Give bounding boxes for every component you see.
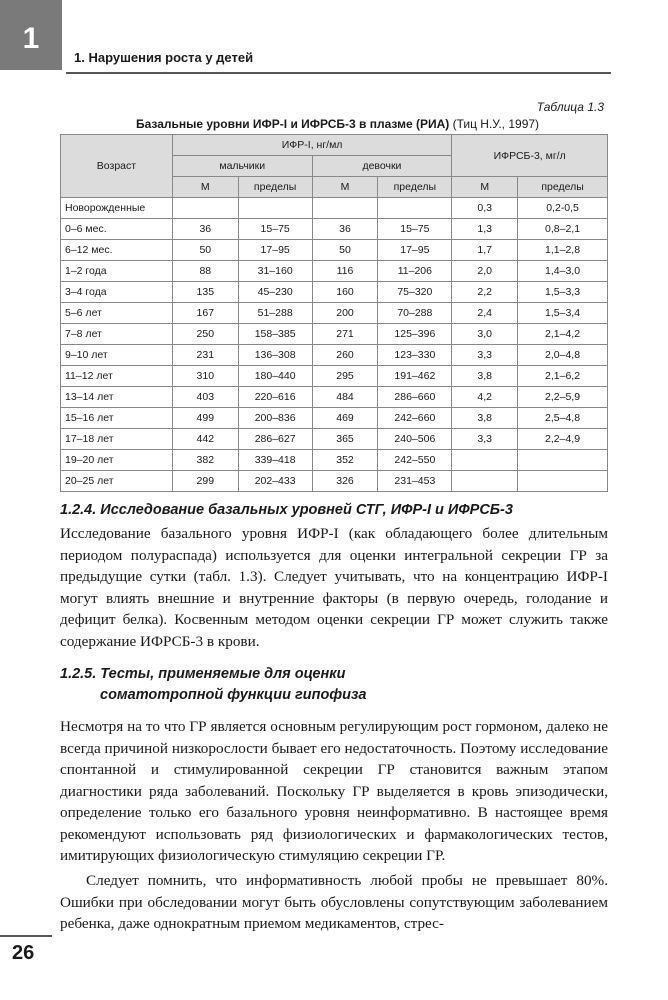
header-girls-mean: М: [312, 177, 378, 198]
header-igfbp3: ИФРСБ-3, мг/л: [452, 135, 608, 177]
cell-girls-range: 17–95: [378, 240, 452, 261]
igf-table: [60, 134, 608, 492]
table-caption-source: (Тиц Н.У., 1997): [449, 117, 540, 131]
cell-boys-range: 200–836: [238, 408, 312, 429]
header-age: Возраст: [61, 135, 173, 198]
cell-boys-m: 36: [172, 219, 238, 240]
cell-girls-m: 116: [312, 261, 378, 282]
cell-girls-m: 200: [312, 303, 378, 324]
cell-boys-range: 17–95: [238, 240, 312, 261]
header-girls: девочки: [312, 156, 452, 177]
cell-boys-range: [238, 198, 312, 219]
cell-girls-range: 11–206: [378, 261, 452, 282]
cell-bp3-range: 2,0–4,8: [518, 345, 608, 366]
cell-boys-range: 286–627: [238, 429, 312, 450]
table-row: [61, 219, 608, 240]
cell-boys-m: 403: [172, 387, 238, 408]
cell-age: 7–8 лет: [61, 324, 173, 345]
cell-girls-m: 326: [312, 471, 378, 492]
cell-bp3-range: 1,1–2,8: [518, 240, 608, 261]
cell-boys-m: 88: [172, 261, 238, 282]
cell-girls-range: 240–506: [378, 429, 452, 450]
cell-bp3-range: 0,2-0,5: [518, 198, 608, 219]
table-row: [61, 240, 608, 261]
cell-girls-m: 295: [312, 366, 378, 387]
cell-boys-range: 15–75: [238, 219, 312, 240]
table-body: [61, 198, 608, 492]
header-boys-mean: М: [172, 177, 238, 198]
cell-boys-range: 31–160: [238, 261, 312, 282]
cell-girls-m: 365: [312, 429, 378, 450]
header-igf1: ИФР-I, нг/мл: [172, 135, 451, 156]
cell-girls-range: 123–330: [378, 345, 452, 366]
cell-boys-m: 167: [172, 303, 238, 324]
cell-bp3-m: 3,8: [452, 366, 518, 387]
cell-girls-range: 242–550: [378, 450, 452, 471]
cell-boys-range: 136–308: [238, 345, 312, 366]
cell-bp3-m: [452, 450, 518, 471]
table-row: [61, 198, 608, 219]
section-125-paragraph-1: Несмотря на то что ГР является основным регулирующим рост гормоном, далеко не всегда причиной низкорослости бывает его недостаточность. Поэтому исследование спонтанной и стимулированной секреции ГР становится важным этапом диагностики ряда заболеваний. Поскольку ГР выделяется в кровь эпизодически, определение только его базального уровня неинформативно. В настоящее время рекомендуют использовать ряд физиологических и фармакологических тестов, имитирующих физиологическую стимуляцию секреции ГР.: [60, 718, 608, 864]
cell-bp3-m: [452, 471, 518, 492]
cell-boys-m: 135: [172, 282, 238, 303]
cell-bp3-m: 3,3: [452, 429, 518, 450]
cell-boys-m: 499: [172, 408, 238, 429]
table-row: [61, 450, 608, 471]
header-girls-range: пределы: [378, 177, 452, 198]
section-125-paragraph-2: Следует помнить, что информативность любой пробы не превышает 80%. Ошибки при обследовании могут быть обусловлены сопутствующим заболеванием ребенка, даже однократным приемом медикаментов, стрес-: [60, 872, 608, 932]
cell-girls-m: 469: [312, 408, 378, 429]
cell-bp3-range: 0,8–2,1: [518, 219, 608, 240]
cell-boys-range: 339–418: [238, 450, 312, 471]
table-caption-title: Базальные уровни ИФР-I и ИФРСБ-3 в плазме (РИА): [135, 117, 450, 131]
cell-age: 15–16 лет: [61, 408, 173, 429]
chapter-number-badge: 1: [0, 0, 62, 70]
cell-girls-m: 50: [312, 240, 378, 261]
cell-bp3-m: 3,8: [452, 408, 518, 429]
cell-bp3-m: 2,2: [452, 282, 518, 303]
cell-girls-m: 352: [312, 450, 378, 471]
cell-bp3-m: 3,0: [452, 324, 518, 345]
cell-boys-range: 202–433: [238, 471, 312, 492]
cell-age: 5–6 лет: [61, 303, 173, 324]
cell-boys-range: 180–440: [238, 366, 312, 387]
cell-boys-m: 50: [172, 240, 238, 261]
table-row: [61, 471, 608, 492]
section-124-heading: 1.2.4. Исследование базальных уровней СТГ, ИФР-I и ИФРСБ-3: [60, 502, 513, 518]
cell-bp3-m: 0,3: [452, 198, 518, 219]
running-title: 1. Нарушения роста у детей: [74, 50, 254, 65]
cell-girls-range: 75–320: [378, 282, 452, 303]
cell-girls-m: 271: [312, 324, 378, 345]
cell-age: 3–4 года: [61, 282, 173, 303]
section-124-paragraph: Исследование базального уровня ИФР-I (как обладающего более длительным периодом полураспада) используется для оценки интегральной секреции ГР за предыдущие сутки (табл. 1.3). Следует учитывать, что на концентрацию ИФР-I могут влиять внешние и внутренние факторы (в первую очередь, голодание и дефицит белка). Косвенным методом оценки секреции ГР может служить также содержание ИФРСБ-3 в крови.: [60, 525, 608, 650]
cell-bp3-m: 3,3: [452, 345, 518, 366]
cell-boys-m: 442: [172, 429, 238, 450]
cell-bp3-m: 1,3: [452, 219, 518, 240]
cell-age: 11–12 лет: [61, 366, 173, 387]
footer-divider: [0, 935, 52, 937]
cell-boys-m: 382: [172, 450, 238, 471]
cell-bp3-range: 2,5–4,8: [518, 408, 608, 429]
cell-bp3-m: 4,2: [452, 387, 518, 408]
table-row: [61, 261, 608, 282]
table-row: [61, 366, 608, 387]
cell-bp3-range: 1,5–3,3: [518, 282, 608, 303]
page-number: 26: [12, 942, 35, 964]
cell-boys-range: 220–616: [238, 387, 312, 408]
cell-boys-range: 158–385: [238, 324, 312, 345]
cell-girls-m: 260: [312, 345, 378, 366]
header-bp3-mean: М: [452, 177, 518, 198]
cell-girls-range: 70–288: [378, 303, 452, 324]
cell-bp3-m: 2,4: [452, 303, 518, 324]
cell-bp3-range: 1,5–3,4: [518, 303, 608, 324]
cell-age: Новорожденные: [61, 198, 173, 219]
cell-girls-range: 125–396: [378, 324, 452, 345]
header-bp3-range: пределы: [518, 177, 608, 198]
cell-girls-range: 242–660: [378, 408, 452, 429]
cell-bp3-range: 2,2–4,9: [518, 429, 608, 450]
header-boys-range: пределы: [238, 177, 312, 198]
table-number: Таблица 1.3: [536, 100, 604, 114]
cell-girls-m: 484: [312, 387, 378, 408]
cell-girls-range: 286–660: [378, 387, 452, 408]
cell-bp3-m: 1,7: [452, 240, 518, 261]
cell-girls-m: 160: [312, 282, 378, 303]
cell-boys-m: 299: [172, 471, 238, 492]
cell-bp3-range: 1,4–3,0: [518, 261, 608, 282]
cell-bp3-range: [518, 471, 608, 492]
cell-age: 19–20 лет: [61, 450, 173, 471]
table-row: [61, 387, 608, 408]
cell-boys-m: [172, 198, 238, 219]
table-caption: [60, 117, 615, 131]
cell-boys-m: 250: [172, 324, 238, 345]
cell-age: 13–14 лет: [61, 387, 173, 408]
table-row: [61, 345, 608, 366]
cell-girls-range: 191–462: [378, 366, 452, 387]
header-divider: [66, 72, 611, 74]
cell-age: 0–6 мес.: [61, 219, 173, 240]
cell-boys-m: 310: [172, 366, 238, 387]
table-row: [61, 282, 608, 303]
cell-girls-range: 15–75: [378, 219, 452, 240]
cell-bp3-m: 2,0: [452, 261, 518, 282]
cell-boys-range: 51–288: [238, 303, 312, 324]
cell-boys-range: 45–230: [238, 282, 312, 303]
table-row: [61, 303, 608, 324]
table-row: [61, 324, 608, 345]
header-boys: мальчики: [172, 156, 312, 177]
cell-girls-m: 36: [312, 219, 378, 240]
cell-bp3-range: 2,1–6,2: [518, 366, 608, 387]
cell-girls-range: [378, 198, 452, 219]
table-row: [61, 429, 608, 450]
section-125-heading-line2: соматотропной функции гипофиза: [100, 687, 367, 703]
cell-age: 9–10 лет: [61, 345, 173, 366]
cell-boys-m: 231: [172, 345, 238, 366]
section-125-heading-line1: 1.2.5. Тесты, применяемые для оценки: [60, 666, 346, 682]
table-row: [61, 408, 608, 429]
cell-girls-m: [312, 198, 378, 219]
cell-age: 6–12 мес.: [61, 240, 173, 261]
cell-bp3-range: 2,1–4,2: [518, 324, 608, 345]
cell-age: 17–18 лет: [61, 429, 173, 450]
cell-age: 20–25 лет: [61, 471, 173, 492]
cell-age: 1–2 года: [61, 261, 173, 282]
cell-bp3-range: 2,2–5,9: [518, 387, 608, 408]
cell-bp3-range: [518, 450, 608, 471]
cell-girls-range: 231–453: [378, 471, 452, 492]
